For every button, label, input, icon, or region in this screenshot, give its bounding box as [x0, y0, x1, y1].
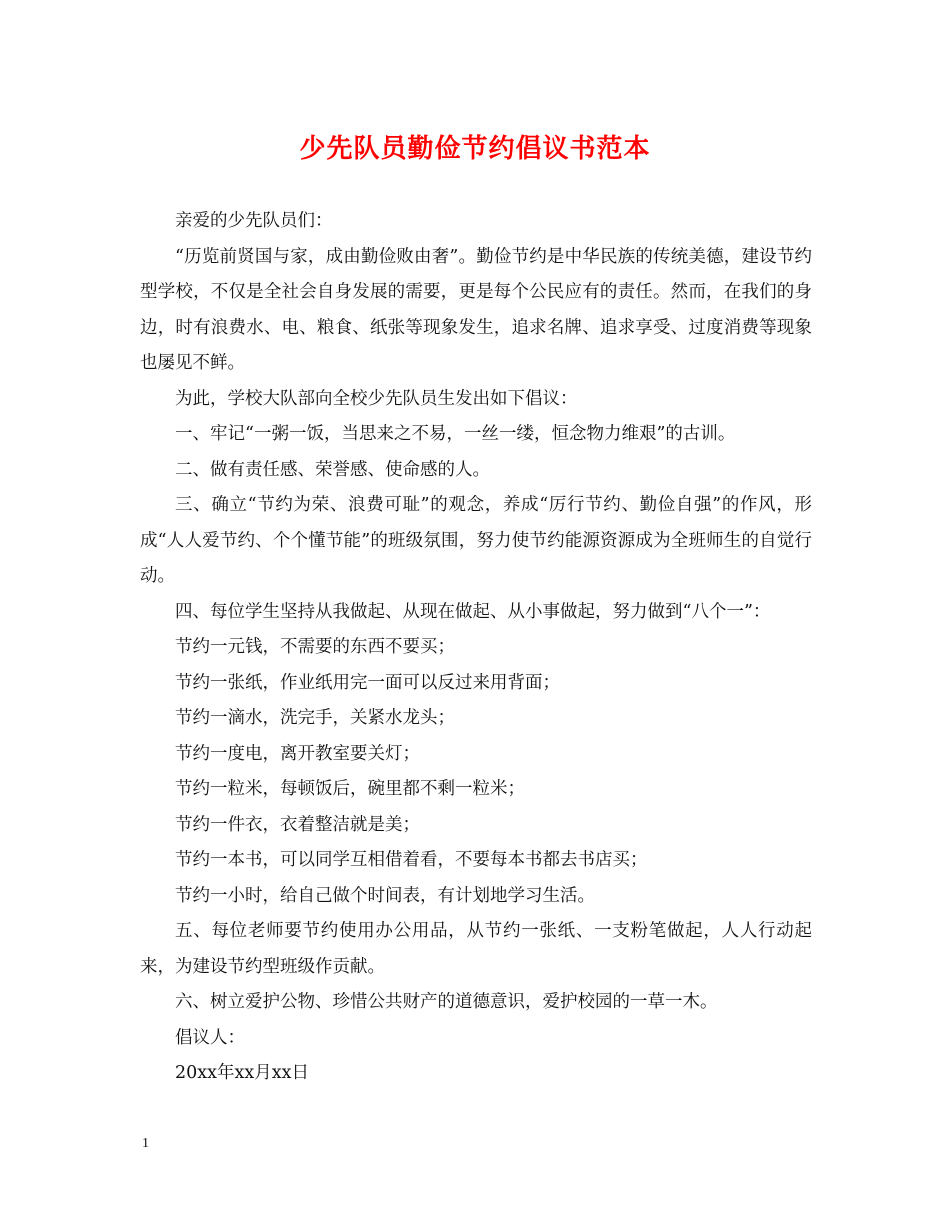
- paragraph-proposal-lead: 为此，学校大队部向全校少先队员生发出如下倡议：: [175, 388, 578, 409]
- list-item-book: 节约一本书，可以同学互相借着看，不要每本书都去书店买；: [175, 850, 648, 870]
- paragraph-salutation: 亲爱的少先队员们：: [175, 211, 333, 231]
- list-item-clothing: 节约一件衣，衣着整洁就是美；: [175, 814, 420, 835]
- paragraph-item-5: 五、每位老师要节约使用办公用品，从节约一张纸、一支粉笔做起，人人行动起来，为建设节约型班级作贡献。: [140, 921, 812, 977]
- list-item-hour: 节约一小时，给自己做个时间表，有计划地学习生活。: [175, 885, 595, 906]
- list-item-paper: 节约一张纸，作业纸用完一面可以反过来用背面；: [175, 672, 560, 693]
- document-title: 少先队员勤俭节约倡议书范本: [299, 134, 651, 164]
- list-item-rice: 节约一粒米，每顿饭后，碗里都不剩一粒米；: [175, 779, 525, 799]
- paragraph-intro: “历览前贤国与家，成由勤俭败由奢”。勤俭节约是中华民族的传统美德，建设节约型学校，不仅是全社会自身发展的需要，更是每个公民应有的责任。然而，在我们的身边，时有浪费水、电、粮食、纸张等现象发生，追求名牌、追求享受、过度消费等现象也屡见不鲜。: [140, 246, 812, 373]
- page-number: 1: [142, 1136, 149, 1151]
- paragraph-item-2: 二、做有责任感、荣誉感、使命感的人。: [175, 459, 490, 480]
- paragraph-item-6: 六、树立爱护公物、珍惜公共财产的道德意识，爱护校园的一草一木。: [175, 992, 718, 1012]
- list-item-money: 节约一元钱，不需要的东西不要买；: [175, 637, 455, 657]
- list-item-electricity: 节约一度电，离开教室要关灯；: [175, 743, 420, 764]
- paragraph-item-4: 四、每位学生坚持从我做起、从现在做起、从小事做起，努力做到“八个一”：: [175, 601, 771, 622]
- signature-label: 倡议人：: [175, 1027, 245, 1048]
- list-item-water: 节约一滴水，洗完手，关紧水龙头；: [175, 708, 455, 728]
- paragraph-item-1: 一、牢记“一粥一饭，当思来之不易，一丝一缕，恒念物力维艰”的古训。: [175, 424, 736, 444]
- date-line: 20xx年xx月xx日: [175, 1063, 309, 1083]
- paragraph-item-3: 三、确立“节约为荣、浪费可耻”的观念，养成“厉行节约、勤俭自强”的作风，形成“人人爱节约、个个懂节能”的班级氛围，努力使节约能源资源成为全班师生的自觉行动。: [140, 495, 812, 586]
- document-body: [140, 204, 812, 1092]
